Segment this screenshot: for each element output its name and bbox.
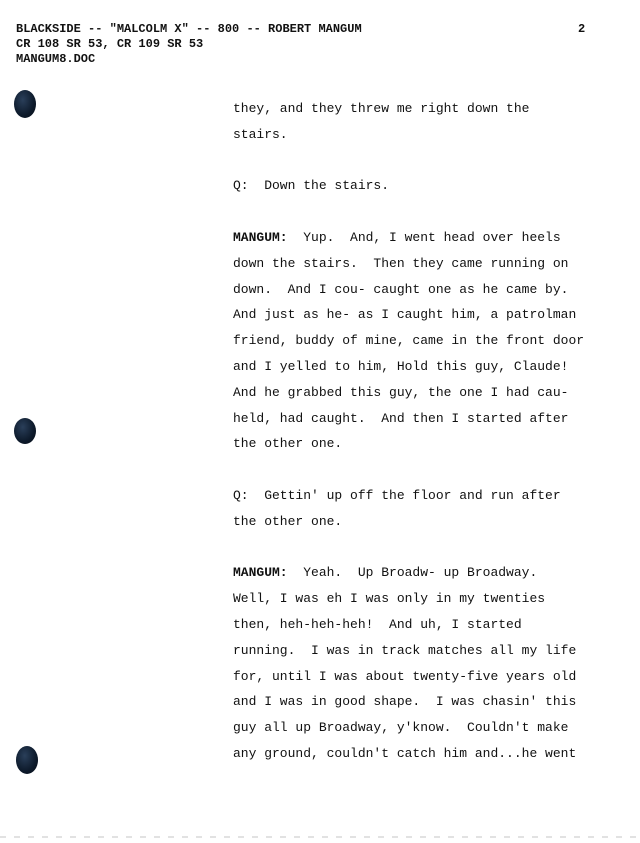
line-text: stairs. xyxy=(233,126,288,142)
transcript-line xyxy=(233,328,633,354)
line-text: they, and they threw me right down the xyxy=(233,101,530,116)
transcript-line xyxy=(233,354,633,380)
line-text: Q: Gettin' up off the floor and run after xyxy=(233,487,561,503)
line-text: Yup. And, I went head over heels xyxy=(287,229,561,245)
line-text: held, had caught. And then I started after xyxy=(233,410,569,426)
line-text: and I yelled to him, Hold this guy, Claude! xyxy=(233,358,569,374)
line-text: then, heh-heh-heh! And uh, I started xyxy=(233,616,522,632)
line-text: And he grabbed this guy, the one I had cau- xyxy=(233,384,569,400)
line-text: for, until I was about twenty-five years old xyxy=(233,668,577,684)
transcript-line xyxy=(233,406,633,432)
line-text: down. And I cou- caught one as he came by. xyxy=(233,281,569,297)
line-text: friend, buddy of mine, came in the front door xyxy=(233,333,585,349)
transcript-line xyxy=(233,457,633,483)
line-text: Q: Down the stairs. xyxy=(233,178,390,194)
page-edge-divider xyxy=(0,836,640,838)
transcript-line xyxy=(233,199,633,225)
transcript-line xyxy=(233,148,633,174)
transcript-line xyxy=(233,638,633,664)
line-text: guy all up Broadway, y'know. Couldn't make xyxy=(233,720,569,736)
punch-hole-icon xyxy=(14,418,36,444)
transcript-line xyxy=(233,612,633,638)
transcript-line xyxy=(233,483,633,509)
line-text: the other one. xyxy=(233,436,343,452)
punch-hole-icon xyxy=(14,90,36,118)
transcript-line xyxy=(233,277,633,303)
speaker-label: MANGUM: xyxy=(233,565,288,581)
transcript-line xyxy=(233,122,633,148)
transcript-line xyxy=(233,715,633,741)
header-title-line: BLACKSIDE -- "MALCOLM X" -- 800 -- ROBERT MANGUM xyxy=(16,22,362,36)
transcript-line xyxy=(233,225,633,251)
line-text: Well, I was eh I was only in my twenties xyxy=(233,591,546,607)
transcript-line xyxy=(233,173,633,199)
transcript-line xyxy=(233,96,633,122)
transcript-line xyxy=(233,509,633,535)
transcript-line xyxy=(233,535,633,561)
line-text: Yeah. Up Broadw- up Broadway. xyxy=(287,565,538,581)
line-text: the other one. xyxy=(233,513,343,529)
punch-hole-icon xyxy=(16,746,38,774)
line-text: down the stairs. Then they came running on xyxy=(233,255,569,271)
header-filename-line: MANGUM8.DOC xyxy=(16,52,96,66)
transcript-line xyxy=(233,560,633,586)
transcript-line xyxy=(233,664,633,690)
header-roll-line: CR 108 SR 53, CR 109 SR 53 xyxy=(16,37,204,51)
transcript-line xyxy=(233,741,633,767)
line-text: any ground, couldn't catch him and...he went xyxy=(233,745,577,761)
page-number: 2 xyxy=(578,22,586,36)
speaker-label: MANGUM: xyxy=(233,229,288,245)
transcript-line xyxy=(233,302,633,328)
line-text: and I was in good shape. I was chasin' this xyxy=(233,694,577,710)
line-text: running. I was in track matches all my life xyxy=(233,642,577,658)
transcript-body xyxy=(233,96,633,767)
document-header xyxy=(16,22,362,67)
line-text: And just as he- as I caught him, a patrolman xyxy=(233,307,577,323)
transcript-line xyxy=(233,586,633,612)
transcript-line xyxy=(233,431,633,457)
transcript-line xyxy=(233,689,633,715)
transcript-line xyxy=(233,251,633,277)
transcript-line xyxy=(233,380,633,406)
